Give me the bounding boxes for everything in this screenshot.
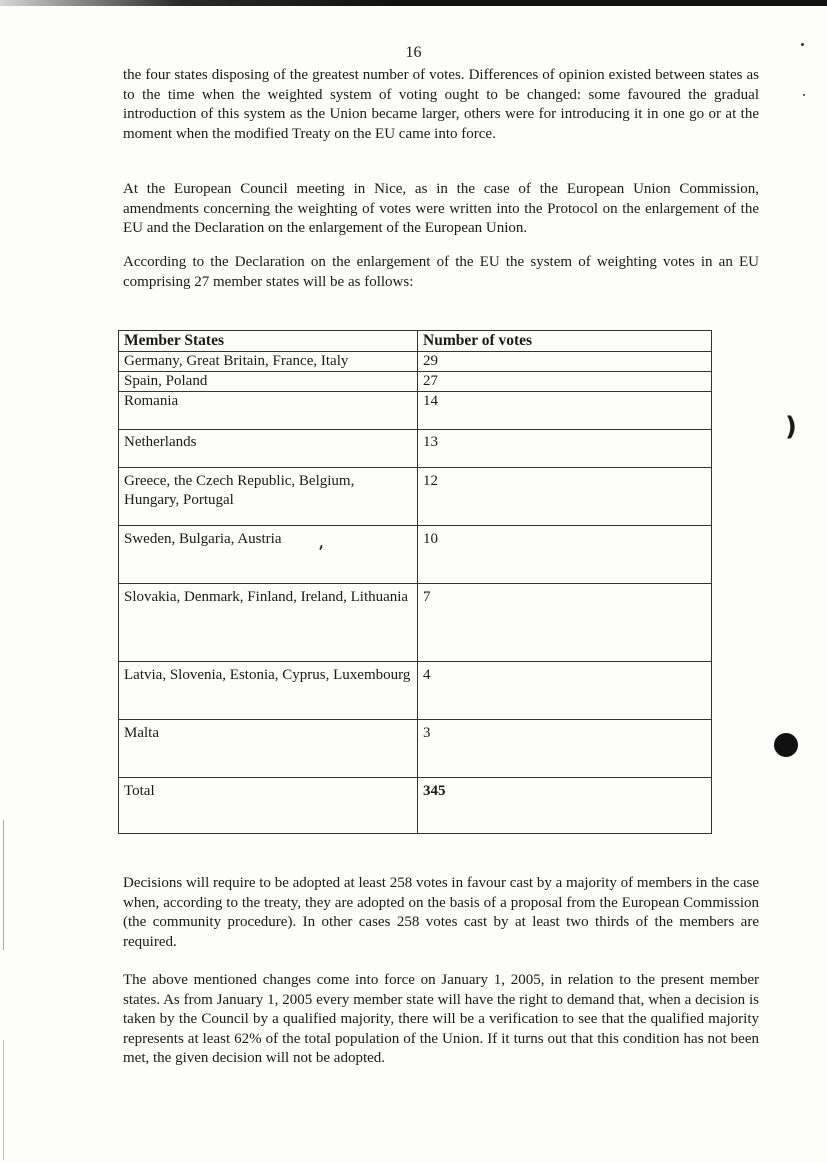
member-states-cell: Latvia, Slovenia, Estonia, Cyprus, Luxembourg [119, 662, 418, 720]
table-row [119, 584, 712, 662]
votes-cell: 7 [418, 584, 712, 662]
table-row [119, 430, 712, 468]
table-row [119, 662, 712, 720]
votes-cell: 4 [418, 662, 712, 720]
table-row [119, 468, 712, 526]
total-label-cell: Total [119, 778, 418, 834]
member-states-cell: Greece, the Czech Republic, Belgium, Hungary, Portugal [119, 468, 418, 526]
paragraph-decision-threshold: Decisions will require to be adopted at least 258 votes in favour cast by a majority of members in the case when, according to the treaty, they are adopted on the basis of a proposal from the European Commission (the community procedure). In other cases 258 votes cast by at least two thirds of the members are required. [123, 875, 759, 950]
table-row [119, 720, 712, 778]
header-member-states: Member States [119, 331, 418, 352]
total-votes-cell: 345 [418, 778, 712, 834]
member-states-cell: Germany, Great Britain, France, Italy [119, 352, 418, 372]
member-states-cell: Spain, Poland [119, 372, 418, 392]
votes-cell: 3 [418, 720, 712, 778]
member-states-cell: Slovakia, Denmark, Finland, Ireland, Lithuania [119, 584, 418, 662]
votes-cell: 12 [418, 468, 712, 526]
votes-table [118, 330, 712, 834]
scan-speck [803, 94, 805, 96]
votes-cell: 13 [418, 430, 712, 468]
table-total-row [119, 778, 712, 834]
scan-edge-line [3, 1040, 4, 1160]
paragraph-voting-opinions: the four states disposing of the greatest number of votes. Differences of opinion existed between states as to the time when the weighted system of voting ought to be changed: some favoured the gradual introduction of this system as the Union became larger, others were for introducing it in one go or at the moment when the modified Treaty on the EU came into force. [123, 67, 759, 142]
member-states-cell: Malta [119, 720, 418, 778]
member-states-cell: Netherlands [119, 430, 418, 468]
votes-cell: 29 [418, 352, 712, 372]
scan-speck [801, 43, 804, 46]
table-row [119, 526, 712, 584]
paragraph-nice-council: At the European Council meeting in Nice, as in the case of the European Union Commission, amendments concerning the weighting of votes were written into the Protocol on the enlargement of the EU and the Declaration on the enlargement of the European Union. [123, 181, 759, 237]
scan-edge-line [3, 820, 4, 950]
votes-cell: 27 [418, 372, 712, 392]
scan-mark-paren: ) [785, 412, 797, 442]
member-states-cell: Sweden, Bulgaria, Austria [119, 526, 418, 584]
table-row [119, 372, 712, 392]
page-number: 16 [405, 44, 422, 61]
votes-cell: 10 [418, 526, 712, 584]
votes-cell: 14 [418, 392, 712, 430]
paragraph-declaration-intro: According to the Declaration on the enlargement of the EU the system of weighting votes in an EU comprising 27 member states will be as follows: [123, 254, 759, 290]
table-row [119, 352, 712, 372]
member-states-cell: Romania [119, 392, 418, 430]
paragraph-population-verification: The above mentioned changes come into force on January 1, 2005, in relation to the present member states. As from January 1, 2005 every member state will have the right to demand that, when a decision is taken by the Council by a qualified majority, there will be a verification to see that the qualified majority represents at least 62% of the total population of the Union. If it turns out that this condition has not been met, the given decision will not be adopted. [123, 972, 759, 1067]
table-header-row [119, 331, 712, 352]
punch-hole-mark [774, 733, 798, 757]
top-scan-border [0, 0, 827, 6]
table-row [119, 392, 712, 430]
header-number-of-votes: Number of votes [418, 331, 712, 352]
